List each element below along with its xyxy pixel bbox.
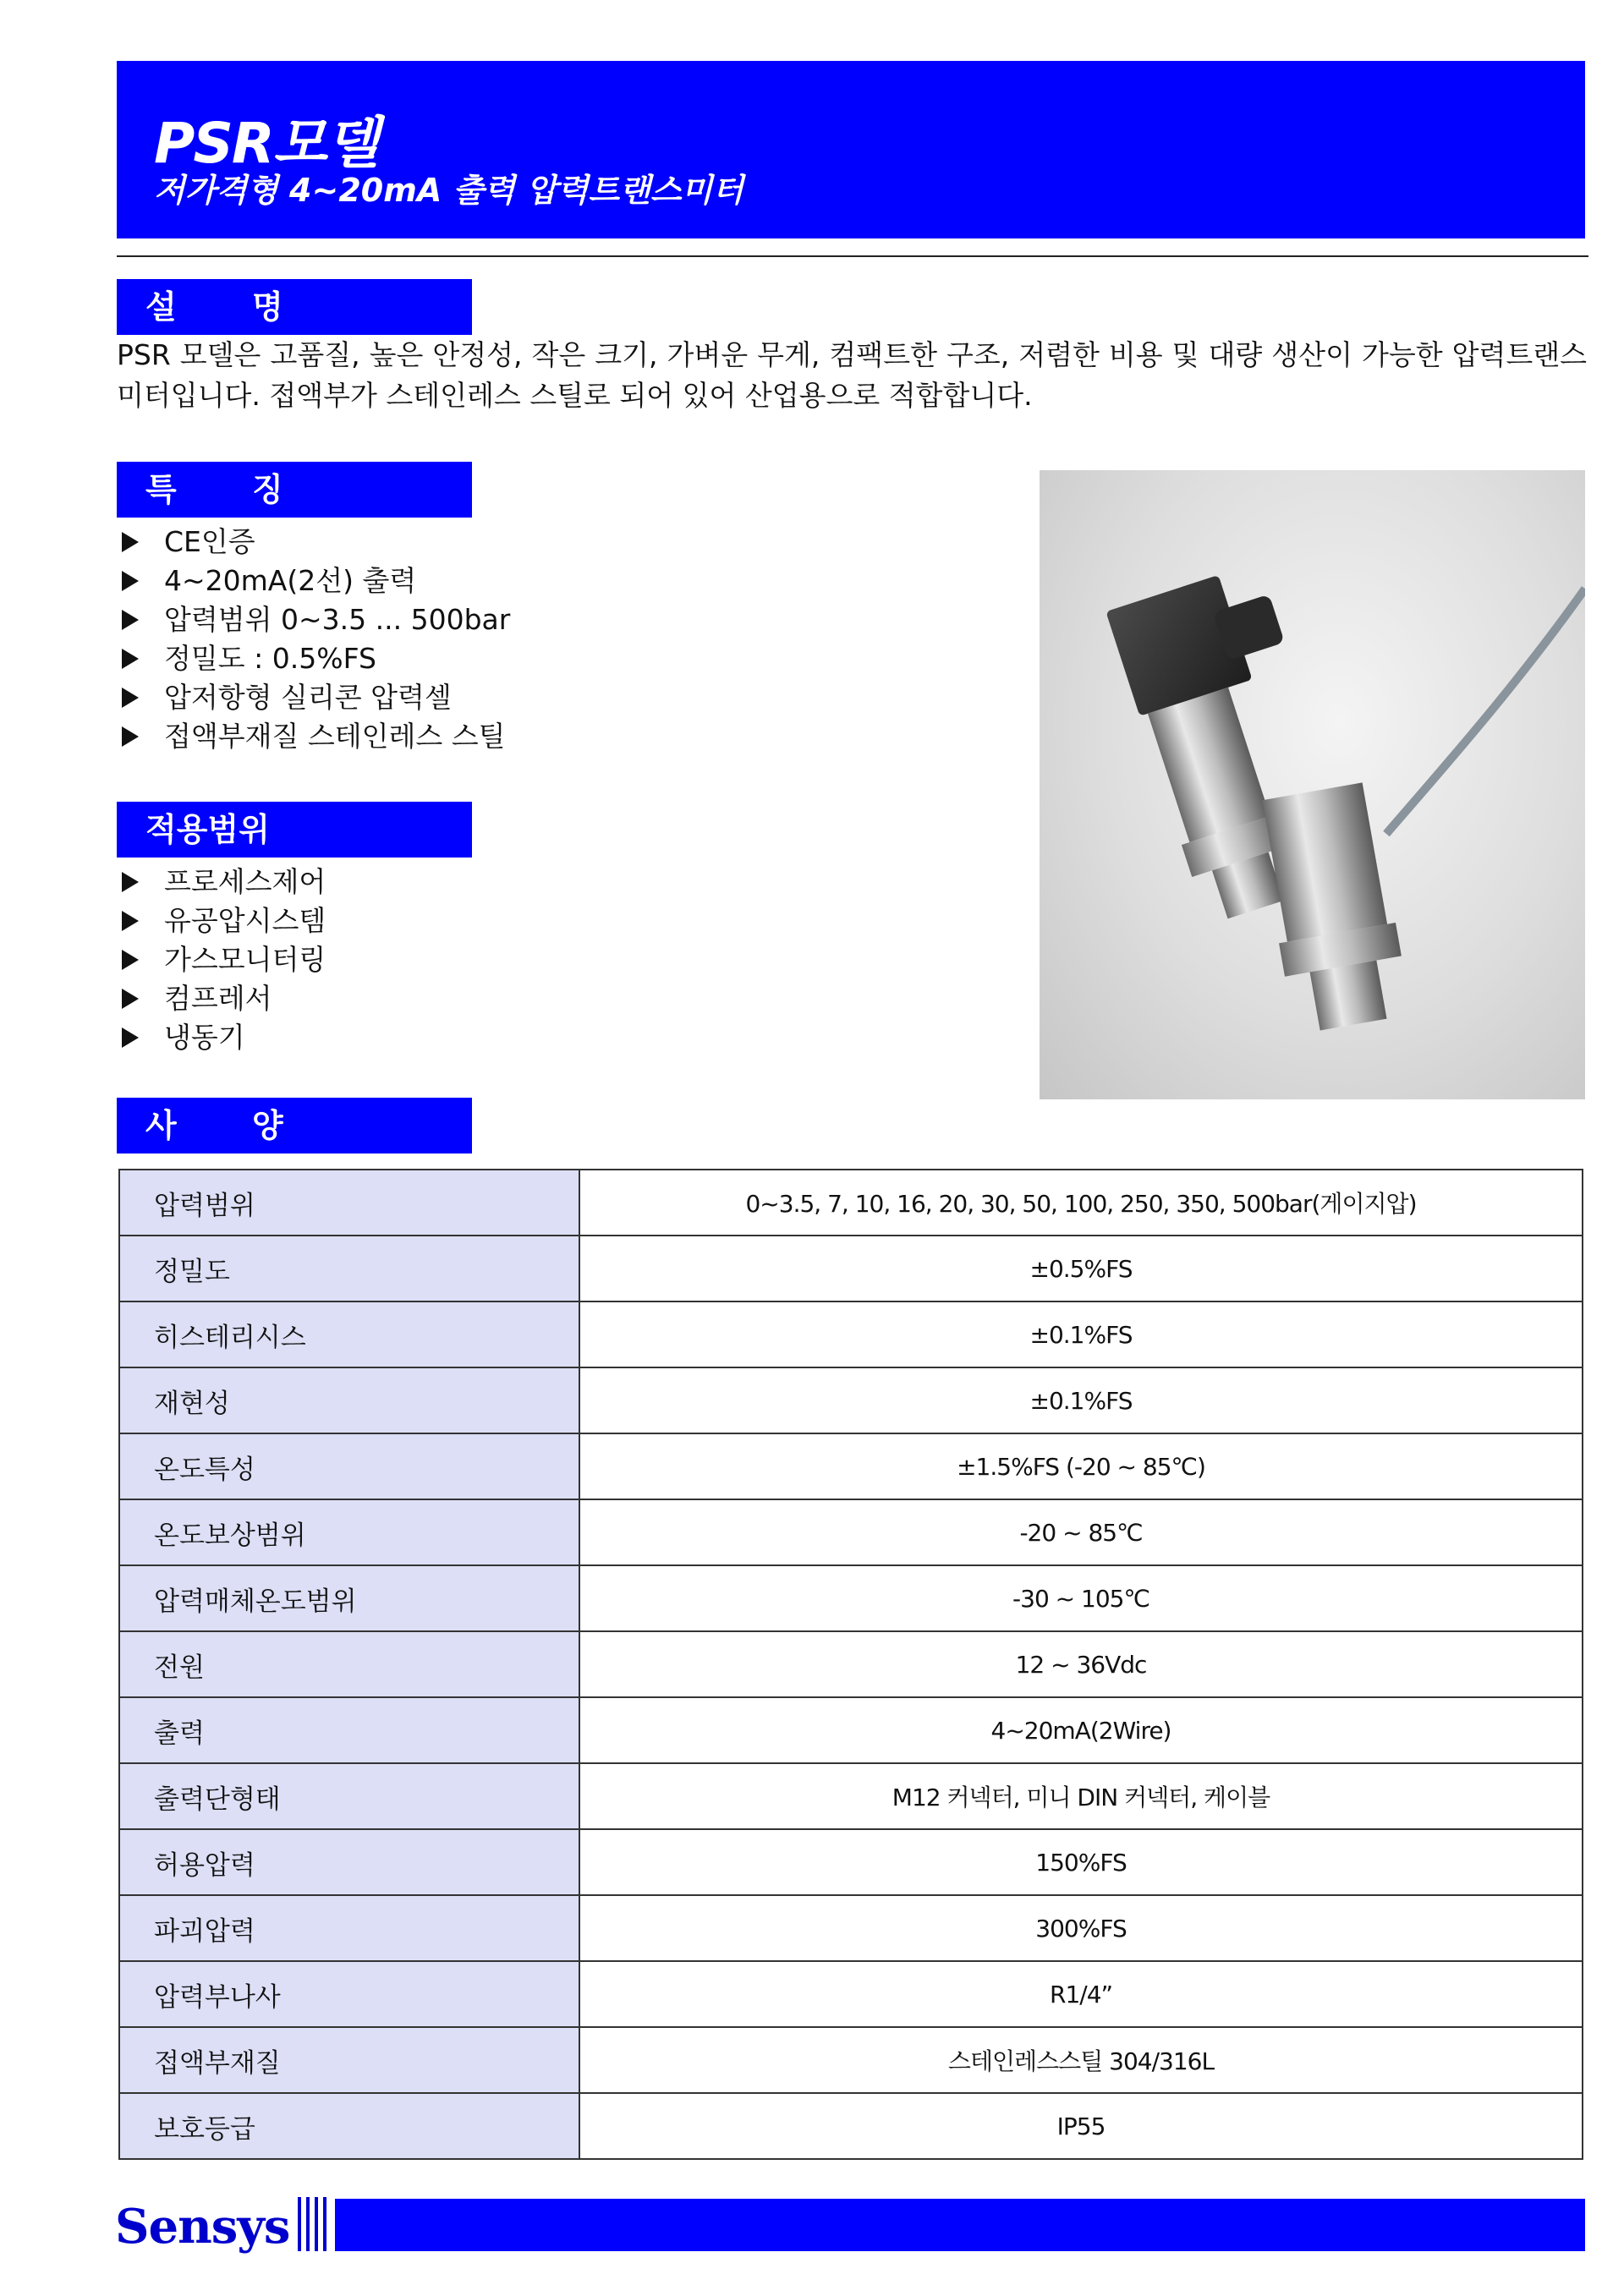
pressure-transmitter-image <box>1040 470 1585 1099</box>
table-row: 압력부나사 R1/4” <box>119 1961 1583 2027</box>
section-specs-label: 사 양 <box>117 1098 472 1153</box>
triangle-bullet-icon <box>122 911 139 931</box>
triangle-bullet-icon <box>122 688 139 708</box>
section-description-label: 설 명 <box>117 279 472 335</box>
table-row: 압력범위 0~3.5, 7, 10, 16, 20, 30, 50, 100, 250, 350, 500bar(게이지압) <box>119 1170 1583 1236</box>
table-row: 출력단형태 M12 커넥터, 미니 DIN 커넥터, 케이블 <box>119 1763 1583 1829</box>
list-item: 컴프레서 <box>117 979 326 1018</box>
triangle-bullet-icon <box>122 989 139 1009</box>
table-row: 파괴압력 300%FS <box>119 1895 1583 1961</box>
list-item: 정밀도 : 0.5%FS <box>117 639 510 678</box>
triangle-bullet-icon <box>122 950 139 970</box>
list-item: 압력범위 0~3.5 ... 500bar <box>117 600 510 639</box>
table-row: 히스테리시스 ±0.1%FS <box>119 1301 1583 1367</box>
footer-band <box>335 2199 1585 2251</box>
header-banner <box>117 61 1585 238</box>
table-row: 압력매체온도범위 -30 ~ 105℃ <box>119 1565 1583 1631</box>
sensys-logo: Sensys <box>115 2199 290 2255</box>
list-item: 4~20mA(2선) 출력 <box>117 562 510 600</box>
list-item: 프로세스제어 <box>117 863 326 901</box>
list-item: 압저항형 실리콘 압력셀 <box>117 678 510 717</box>
table-row: 온도보상범위 -20 ~ 85℃ <box>119 1499 1583 1565</box>
header-divider <box>117 255 1588 257</box>
description-text: PSR 모델은 고품질, 높은 안정성, 작은 크기, 가벼운 무게, 컴팩트한 구조, 저렴한 비용 및 대량 생산이 가능한 압력트랜스미터입니다. 접액부가 스테인레스 스틸로 되어 있어 산업용으로 적합합니다. <box>117 338 1587 412</box>
table-row: 온도특성 ±1.5%FS (-20 ~ 85℃) <box>119 1433 1583 1499</box>
page-title: PSR모델 <box>154 111 378 176</box>
section-features-label: 특 징 <box>117 462 472 518</box>
list-item: 접액부재질 스테인레스 스틸 <box>117 717 510 756</box>
table-row: 접액부재질 스테인레스스틸 304/316L <box>119 2027 1583 2093</box>
triangle-bullet-icon <box>122 610 139 630</box>
triangle-bullet-icon <box>122 649 139 669</box>
applications-list <box>117 863 326 1057</box>
table-row: 허용압력 150%FS <box>119 1829 1583 1895</box>
list-item: 유공압시스템 <box>117 901 326 940</box>
triangle-bullet-icon <box>122 571 139 591</box>
table-row: 재현성 ±0.1%FS <box>119 1367 1583 1433</box>
table-row: 전원 12 ~ 36Vdc <box>119 1631 1583 1697</box>
triangle-bullet-icon <box>122 532 139 552</box>
section-applications-label: 적용범위 <box>117 802 472 858</box>
list-item: 냉동기 <box>117 1018 326 1057</box>
triangle-bullet-icon <box>122 1027 139 1048</box>
spec-table <box>118 1169 1583 2160</box>
triangle-bullet-icon <box>122 872 139 892</box>
table-row: 출력 4~20mA(2Wire) <box>119 1697 1583 1763</box>
table-row: 정밀도 ±0.5%FS <box>119 1236 1583 1301</box>
page-subtitle: 저가격형 4~20mA 출력 압력트랜스미터 <box>154 172 744 209</box>
triangle-bullet-icon <box>122 726 139 747</box>
list-item: CE인증 <box>117 523 510 562</box>
list-item: 가스모니터링 <box>117 940 326 979</box>
features-list <box>117 523 510 756</box>
product-photo <box>1040 470 1585 1099</box>
table-row: 보호등급 IP55 <box>119 2093 1583 2159</box>
